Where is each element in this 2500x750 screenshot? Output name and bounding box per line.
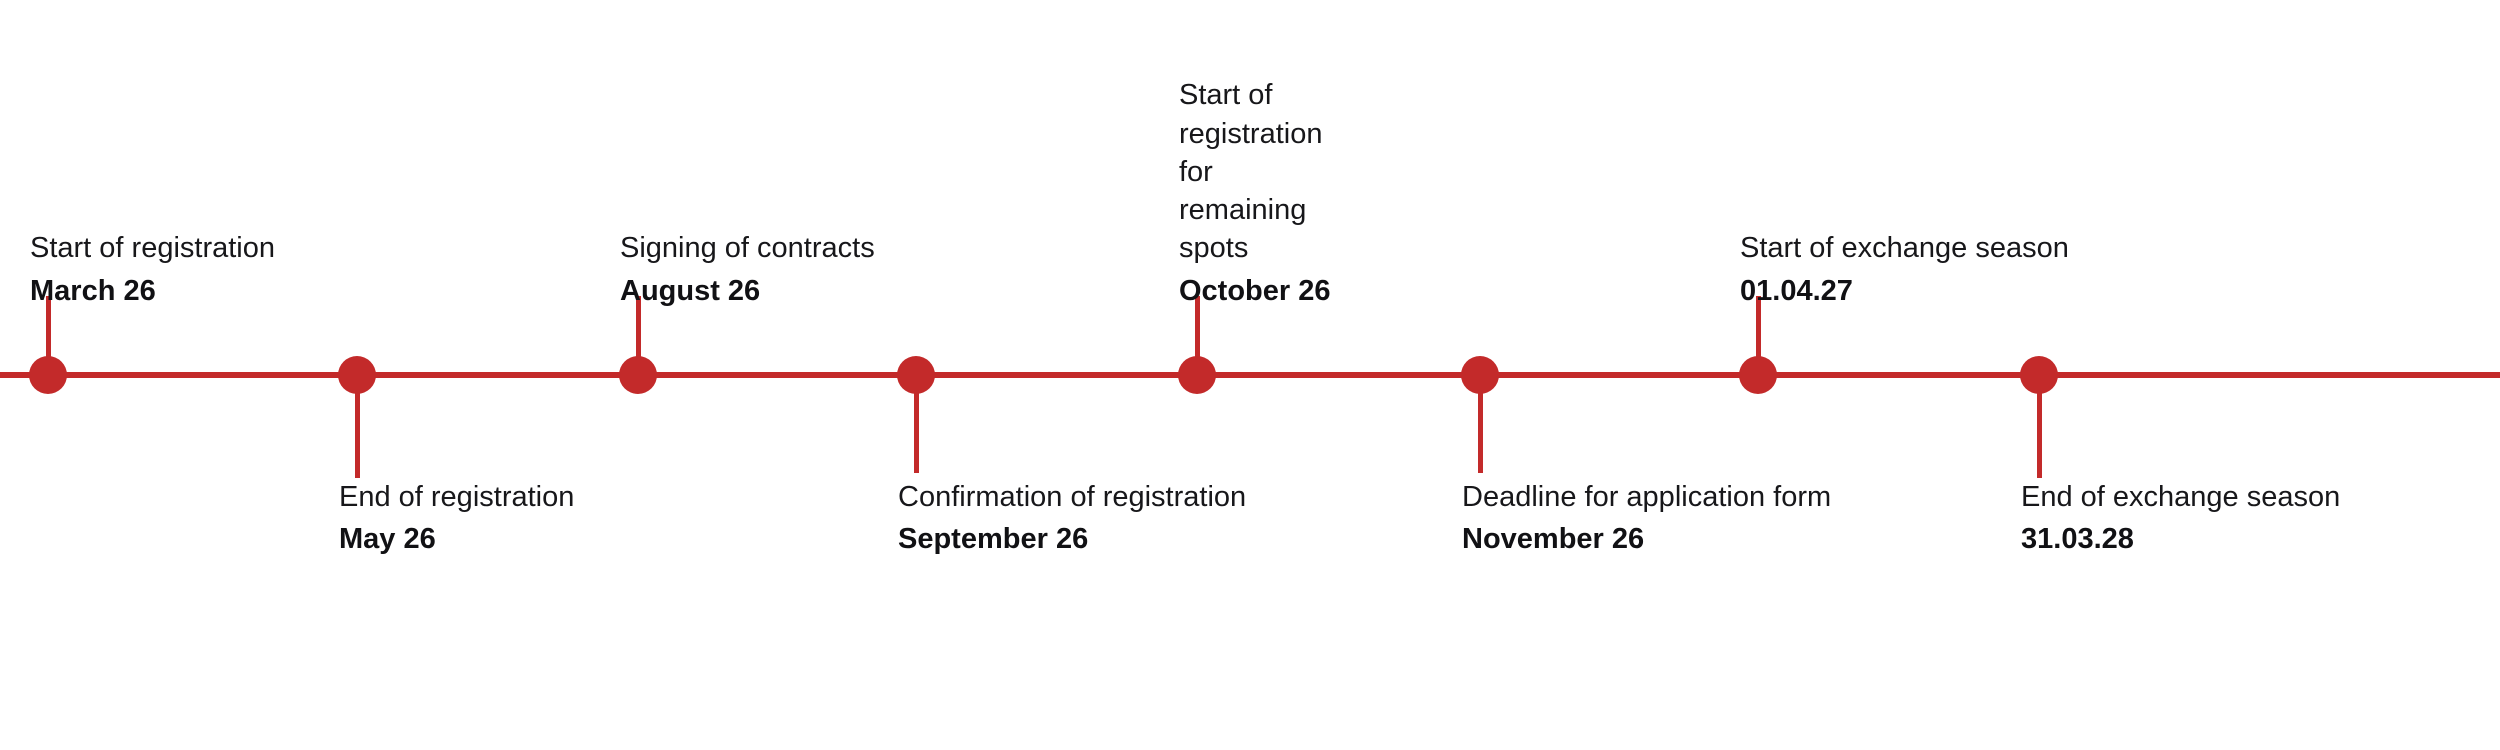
milestone-title: Signing of contracts bbox=[620, 232, 875, 265]
milestone-label bbox=[2021, 478, 2340, 559]
milestone-title: Start of registration for remaining spots bbox=[1179, 79, 1323, 265]
milestone-date: May 26 bbox=[339, 523, 436, 556]
milestone-connector-line bbox=[1478, 378, 1483, 473]
milestone-connector-line bbox=[355, 378, 360, 478]
milestone-connector-line bbox=[2037, 378, 2042, 478]
milestone-title: End of exchange season bbox=[2021, 481, 2341, 513]
milestone-label bbox=[1462, 478, 1831, 559]
milestone-label bbox=[1179, 76, 1331, 310]
milestone-label bbox=[30, 229, 275, 310]
milestone-date: August 26 bbox=[620, 274, 761, 307]
milestone-title: Start of registration bbox=[30, 232, 275, 265]
milestone-connector-line bbox=[914, 378, 919, 473]
milestone-label bbox=[898, 478, 1246, 559]
milestone-title: End of registration bbox=[339, 481, 575, 513]
milestone-date: September 26 bbox=[898, 523, 1089, 556]
milestone-label bbox=[339, 478, 574, 559]
milestone-date: March 26 bbox=[30, 274, 156, 307]
milestone-title: Deadline for application form bbox=[1462, 481, 1832, 513]
milestone-label bbox=[620, 229, 875, 310]
milestone-title: Confirmation of registration bbox=[898, 481, 1247, 513]
milestone-label bbox=[1740, 229, 2069, 310]
milestone-date: October 26 bbox=[1179, 274, 1331, 307]
milestone-title: Start of exchange season bbox=[1740, 232, 2069, 265]
milestone-date: November 26 bbox=[1462, 523, 1645, 556]
milestone-date: 31.03.28 bbox=[2021, 523, 2134, 556]
milestone-date: 01.04.27 bbox=[1740, 274, 1853, 307]
